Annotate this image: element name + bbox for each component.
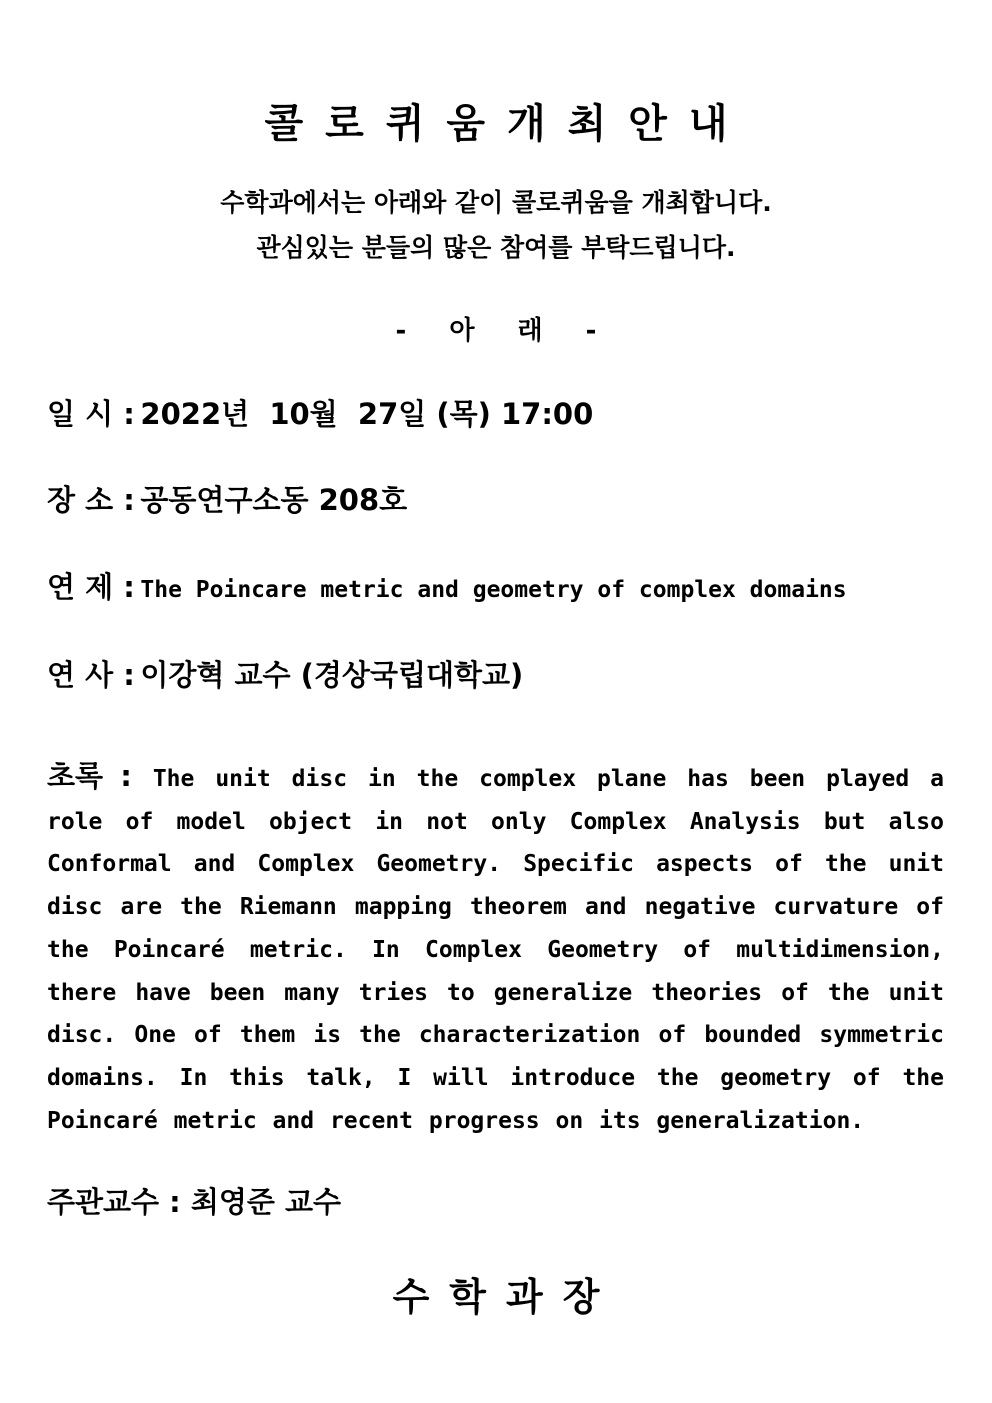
footer-signature: 수학과장 bbox=[392, 1275, 620, 1319]
abstract-block bbox=[47, 755, 944, 1142]
intro-line-1: 수학과에서는 아래와 같이 콜로퀴움을 개최합니다. bbox=[220, 188, 772, 217]
host-row bbox=[47, 1180, 341, 1221]
abstract-text: The unit disc in the complex plane has been played a role of model object in not only Complex Analysis but also Conformal and Complex Geometry. Specific aspects of the unit disc are the Riemann mapping theorem and negative curvature of the Poincaré metric. In Complex Geometry of multidimension, there have been many tries to generalize theories of the unit disc. One of them is the characterization of bounded symmetric domains. In this talk, I will introduce the geometry of the Poincaré metric and recent progress on its generalization. bbox=[47, 766, 944, 1134]
date-row bbox=[47, 392, 952, 433]
place-value: 공동연구소동 208호 bbox=[140, 483, 408, 517]
page-title: 콜로퀴움개최안내 bbox=[264, 101, 750, 147]
abstract-label: 초록 : bbox=[47, 759, 132, 793]
topic-value: The Poincare metric and geometry of complex domains bbox=[140, 577, 847, 603]
place-row bbox=[47, 478, 952, 519]
topic-label: 연 제 : bbox=[47, 570, 135, 604]
speaker-value: 이강혁 교수 (경상국립대학교) bbox=[140, 658, 524, 692]
host-label: 주관교수 : bbox=[47, 1185, 181, 1219]
host-value: 최영준 교수 bbox=[190, 1185, 342, 1219]
speaker-row bbox=[47, 653, 952, 694]
speaker-label: 연 사 : bbox=[47, 658, 135, 692]
topic-row bbox=[47, 565, 952, 606]
intro-line-2: 관심있는 분들의 많은 참여를 부탁드립니다. bbox=[256, 233, 736, 262]
below-heading: - 아 래 - bbox=[395, 316, 597, 346]
date-label: 일 시 : bbox=[47, 397, 135, 431]
date-value: 2022년 10월 27일 (목) 17:00 bbox=[140, 397, 594, 431]
place-label: 장 소 : bbox=[47, 483, 135, 517]
